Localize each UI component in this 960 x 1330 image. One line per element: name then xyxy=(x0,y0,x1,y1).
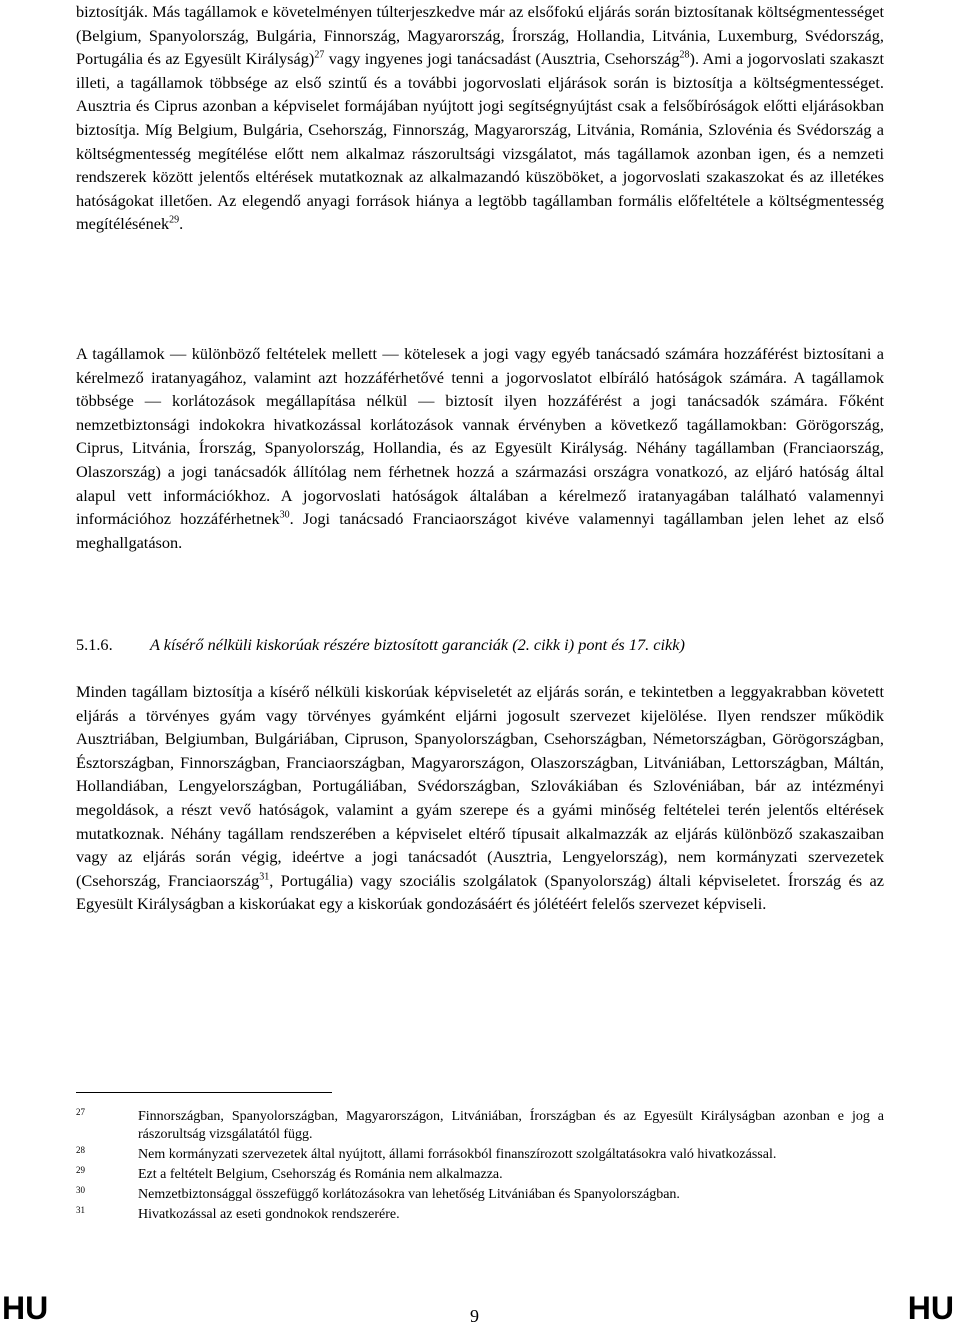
footnote xyxy=(76,1146,884,1164)
language-code-left: HU xyxy=(2,1290,49,1326)
paragraph-unaccompanied-minors: Minden tagállam biztosítja a kísérő nélküli kiskorúak képviseletét az eljárás során, e tekintetben a leggyakrabban követett eljárás a törvényes gyám vagy törvényes gyámként eljárni jogosult szervezet kijelölése. Ilyen rendszer működik Ausztriában, Belgiumban, Bulgáriában, Cipruson, Spanyolországban, Csehországban, Németországban, Görögországban, Észtországban, Finnországban, Franciaországban, Magyarországon, Olaszországban, Litvániában, Lettországban, Máltán, Hollandiában, Lengyelországban, Portugáliában, Svédországban, Szlovákiában és Szlovéniában, bár az intézményi megoldások, a részt vevő hatóságok, valamint a gyám szerepe és a gyámi minőség feltételei terén jelentős eltérések mutatkoznak. Néhány tagállam rendszerében a képviselet eltérő típusait alkalmazzák az eljárás különböző szakaszaiban vagy az eljárás során végig, ideértve a jogi tanácsadót (Ausztria, Lengyelország), nem kormányzati szervezetek (Csehország, Franciaország$^{31}$, Portugália) vagy szociális szolgálatok (Spanyolország) általi képviseletet. Írország és az Egyesült Királyságban a kiskorúakat egy a kiskorúak gondozásáért és jólétéért felelős szervezet képviseli. xyxy=(76,682,884,914)
footnotes xyxy=(76,1108,884,1226)
page-number: 9 xyxy=(470,1306,479,1326)
footnote-reference: 29 xyxy=(169,214,180,226)
footnote-text: Hivatkozással az eseti gondnokok rendszerére. xyxy=(138,1207,400,1222)
footnote-number: 28 xyxy=(76,1145,85,1155)
footnote-number: 30 xyxy=(76,1185,85,1195)
footnote-text: Nemzetbiztonsággal összefüggő korlátozásokra van lehetőség Litvániában és Spanyolországban. xyxy=(138,1187,680,1202)
section-number: 5.1.6. xyxy=(76,635,113,654)
footnote-number: 27 xyxy=(76,1107,85,1117)
paragraph-legal-aid: biztosítják. Más tagállamok e követelményen túlterjeszkedve már az elsőfokú eljárás során biztosítanak költségmentességet (Belgium, Spanyolország, Bulgária, Finnország, Magyarország, Írország, Hollandia, Litvánia, Luxemburg, Svédország, Portugália és az Egyesült Királyság)$^{27}$ vagy ingyenes jogi tanácsadást (Ausztria, Csehország$^{28}$). Ami a jogorvoslati szakaszt illeti, a tagállamok többsége az első szintű és a további jogorvoslati eljárások során is biztosítja a költségmentességet. Ausztria és Ciprus azonban a képviselet formájában nyújtott jogi segítségnyújtást csak a felsőbíróságok előtti eljárásokban biztosítja. Míg Belgium, Bulgária, Csehország, Finnország, Magyarország, Litvánia, Románia, Szlovénia és Svédország a költségmentesség megítélése előtt nem alkalmaz rászorultsági vizsgálatot, más tagállamok azonban igen, és a nemzeti rendszerek között jelentős eltérések mutatkoznak az alkalmazandó küszöböket, a jogorvoslati szakaszokat és az illetékes hatóságokat illetően. Az elegendő anyagi források hiánya a legtöbb tagállamban formális előfeltétele a költségmentesség megítélésének$^{29}$. xyxy=(76,2,884,234)
footnote-reference: 28 xyxy=(679,49,690,61)
footnote-separator xyxy=(76,1092,332,1093)
footnote-number: 31 xyxy=(76,1205,85,1215)
footnote-text: Finnországban, Spanyolországban, Magyarországon, Litvániában, Írországban és az Egyesült Királyságban azonban e jog a rászorultság vizsgálatától függ. xyxy=(138,1109,884,1142)
footnote xyxy=(76,1166,884,1184)
footnote-reference: 30 xyxy=(279,509,290,521)
footnote-text: Ezt a feltételt Belgium, Csehország és Románia nem alkalmazza. xyxy=(138,1167,503,1182)
footnote-reference: 31 xyxy=(259,871,270,883)
section-heading xyxy=(76,633,884,657)
paragraph-file-access: A tagállamok — különböző feltételek mellett — kötelesek a jogi vagy egyéb tanácsadó számára hozzáférést biztosítani a kérelmező iratanyagához, valamint azt hozzáférhetővé tenni a jogorvoslatot elbíráló hatóságok számára. A tagállamok többsége — korlátozások megállapítása nélkül — biztosít ilyen hozzáférést a jogi tanácsadók számára. Főként nemzetbiztonsági indokokra hivatkozással korlátozások vannak érvényben a következő tagállamokban: Görögország, Ciprus, Litvánia, Írország, Spanyolország, Hollandia, és az Egyesült Királyság. Néhány tagállamban (Franciaország, Olaszország) a jogi tanácsadók állítólag nem férhetnek hozzá a származási országra vonatkozó, az eljáró hatóság által alapul vett információkhoz. A jogorvoslati hatóságok általában a kérelmező iratanyagában található valamennyi információhoz hozzáférhetnek$^{30}$. Jogi tanácsadó Franciaországot kivéve valamennyi tagállamban jelen lehet az első meghallgatáson. xyxy=(76,344,885,552)
footnote xyxy=(76,1206,884,1224)
footnote-reference: 27 xyxy=(314,49,325,61)
language-code-right: HU xyxy=(907,1290,954,1326)
footnote xyxy=(76,1186,884,1204)
footnote-number: 29 xyxy=(76,1165,85,1175)
footnote-text: Nem kormányzati szervezetek által nyújtott, állami forrásokból finanszírozott szolgáltatásokra való hivatkozással. xyxy=(138,1147,777,1162)
footnote xyxy=(76,1108,884,1144)
section-title: A kísérő nélküli kiskorúak részére biztosított garanciák (2. cikk i) pont és 17. cikk) xyxy=(150,635,685,654)
